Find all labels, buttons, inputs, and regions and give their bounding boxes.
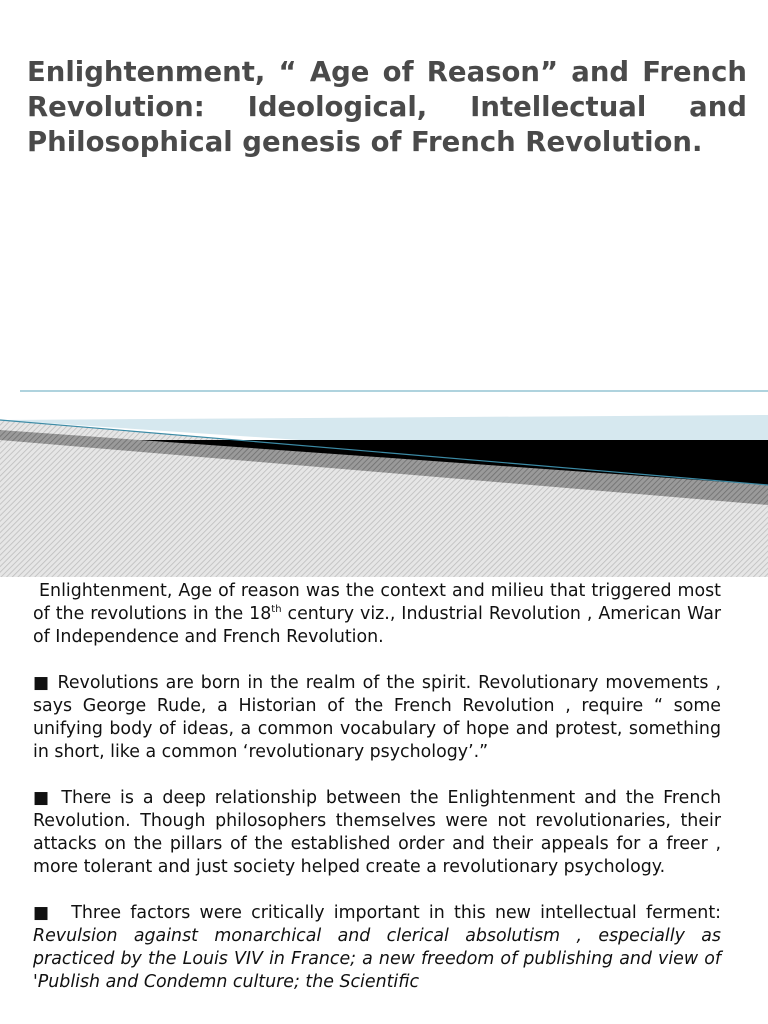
paragraph-relationship: ■ There is a deep relationship between the Enlightenment and the French Revolution. Though philosophers themselves were not revolutionaries, their attacks on the pillars of the established order and their appeals for a freer , more tolerant and just society helped create a revolutionary psychology.	[33, 788, 721, 877]
paragraph-intro: Enlightenment, Age of reason was the context and milieu that triggered most of the revolutions in the 18th century viz., Industrial Revolution , American War of Independence and French Revolution.	[33, 581, 722, 647]
paragraph-revolutions: ■ Revolutions are born in the realm of the spirit. Revolutionary movements , says George Rude, a Historian of the French Revolution , require “ some unifying body of ideas, a common vocabulary of hope and protest, something in short, like a common ‘revolutionary psychology’.”	[33, 673, 721, 762]
body-text	[33, 580, 721, 994]
paragraph-factors: ■ Three factors were critically important in this new intellectual ferment: Revulsion against monarchical and clerical absolutism , especially as practiced by the Louis VIV in France; a new freedom of publishing and view of 'Publish and Condemn culture; the Scientific	[33, 903, 722, 992]
decorative-banner	[0, 385, 768, 577]
bullet-icon: ■	[33, 903, 53, 923]
bullet-icon: ■	[33, 673, 51, 693]
bullet-icon: ■	[33, 788, 53, 808]
slide-title: Enlightenment, “ Age of Reason” and French Revolution: Ideological, Intellectual and Philosophical genesis of French Revolution.	[27, 56, 747, 158]
